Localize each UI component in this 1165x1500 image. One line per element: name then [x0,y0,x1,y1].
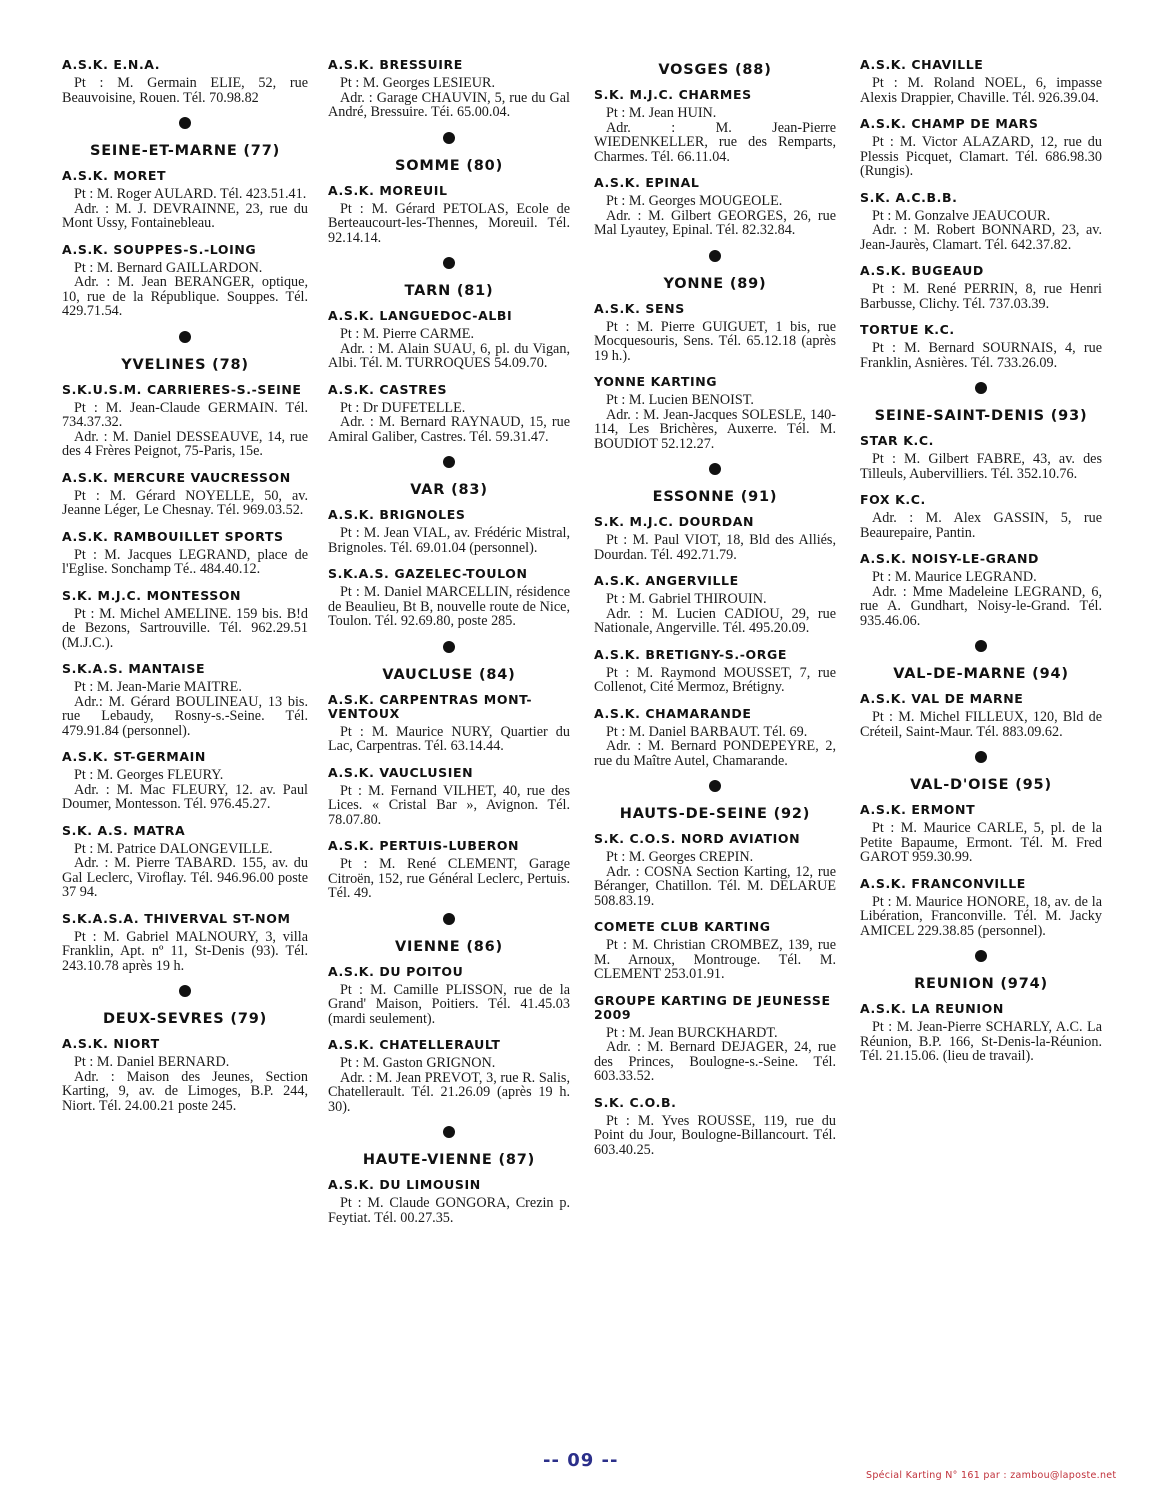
region-heading: REUNION (974) [914,976,1048,992]
club-entry [594,707,836,769]
club-detail-line: Pt : M. Maurice CARLE, 5, pl. de la Petite Bapaume, Ermont. Tél. M. Fred GAROT 959.30.99. [860,820,1102,865]
section-separator-bullet-icon [443,456,455,468]
club-name: A.S.K. MERCURE VAUCRESSON [62,469,291,485]
region-heading: SEINE-SAINT-DENIS (93) [874,408,1088,424]
section-separator-bullet-icon [443,641,455,653]
club-name: YONNE KARTING [594,374,718,389]
club-detail-line: Pt : M. Pierre CARME. [340,326,474,342]
club-entry [328,965,570,1027]
region-heading: DEUX-SEVRES (79) [102,1011,268,1027]
club-name: S.K.A.S.A. THIVERVAL ST-NOM [62,910,291,926]
club-name: TORTUE K.C. [860,322,955,337]
club-name: FOX K.C. [860,492,926,507]
club-name: A.S.K. NOISY-LE-GRAND [860,551,1040,566]
region-heading: VIENNE (86) [395,938,503,955]
club-detail-line: Adr. : M. Bernard RAYNAUD, 15, rue Amiral Galiber, Castres. Tél. 59.31.47. [328,414,570,445]
club-detail-line: Adr. : COSNA Section Karting, 12, rue Béranger, Chatillon. Tél. M. DELARUE 508.83.19. [594,863,836,909]
club-name: A.S.K. EPINAL [594,175,700,190]
section-separator-bullet-icon [975,382,987,394]
club-detail-line: Adr. : M. Lucien CADIOU, 29, rue Nationale, Angerville. Tél. 495.20.09. [594,605,836,636]
section-separator-bullet-icon [179,985,191,997]
club-entry [860,58,1102,105]
club-entry [594,920,836,982]
club-detail-line: Pt : M. Fernand VILHET, 40, rue des Lices. « Cristal Bar », Avignon. Tél. 78.07.80. [328,782,570,828]
club-entry [328,58,570,120]
footer-credit: Spécial Karting N° 161 par : zambou@laposte.net [866,1470,1117,1481]
section-separator-bullet-icon [975,950,987,962]
club-detail-line: Adr. : M. Robert BONNARD, 23, av. Jean-Jaurès, Clamart. Tél. 642.37.82. [860,222,1102,253]
club-detail-line: Pt : M. Maurice NURY, Quartier du Lac, Carpentras. Tél. 63.14.44. [328,723,570,754]
club-detail-line: Pt : M. Jean VIAL, av. Frédéric Mistral, Brignoles. Tél. 69.01.04 (personnel). [328,525,570,556]
club-name: A.S.K. CHAMP DE MARS [860,116,1039,131]
page-number: -- 09 -- [543,1450,619,1471]
club-entry [328,184,570,246]
club-detail-line: Adr. : Mme Madeleine LEGRAND, 6, rue A. Gundhart, Noisy-le-Grand. Tél. 935.46.06. [860,583,1102,629]
club-detail-line: Pt : M. Jacques LEGRAND, place de l'Eglise. Sonchamp Té.. 484.40.12. [62,546,308,577]
section-separator-bullet-icon [443,1126,455,1138]
club-name: A.S.K. VAL DE MARNE [860,691,1024,706]
club-name: A.S.K. SOUPPES-S.-LOING [62,241,257,257]
club-detail-line: Pt : M. Roland NOEL, 6, impasse Alexis Drappier, Chaville. Tél. 926.39.04. [860,75,1102,106]
club-detail-line: Pt : M. René CLEMENT, Garage Citroën, 152, rue Général Leclerc, Pertuis. Tél. 49. [328,856,570,901]
club-name: A.S.K. ERMONT [860,802,976,817]
region-heading: HAUTS-DE-SEINE (92) [619,806,811,822]
club-detail-line: Adr. : M. J. DEVRAINNE, 23, rue du Mont Ussy, Fontainebleau. [62,200,308,231]
club-entry [860,493,1102,540]
region-heading: YONNE (89) [663,275,767,292]
club-name: A.S.K. DU LIMOUSIN [328,1177,481,1192]
club-entry [328,693,570,754]
club-name: S.K. M.J.C. MONTESSON [62,587,242,603]
club-detail-line: Adr. : Garage CHAUVIN, 5, rue du Gal André, Bressuire. Téi. 65.00.04. [328,89,570,120]
club-name: A.S.K. CHAVILLE [860,57,984,72]
club-detail-line: Adr. : M. Pierre TABARD. 155, av. du Gal Leclerc, Viroflay. Tél. 946.96.00 poste 37 94. [62,855,308,900]
club-name: A.S.K. CHATELLERAULT [328,1037,501,1052]
club-detail-line: Pt : M. Roger AULARD. Tél. 423.51.41. [74,186,307,202]
club-detail-line: Pt : M. Daniel BARBAUT. Tél. 69. [606,723,808,740]
club-detail-line: Pt : M. Jean HUIN. [606,105,717,121]
club-name: A.S.K. BRIGNOLES [328,507,466,522]
club-entry [860,877,1102,939]
club-detail-line: Adr. : M. Jean BERANGER, optique, 10, rue de la République. Souppes. Tél. 429.71.54. [62,274,308,319]
club-entry [594,994,836,1084]
club-detail-line: Adr. : Maison des Jeunes, Section Karting, 9, av. de Limoges, B.P. 244, Niort. Tél. 24.00.21 poste 245. [62,1068,308,1114]
club-entry [328,839,570,901]
club-detail-line: Pt : M. Michel AMELINE. 159 bis. B!d de Bezons, Sartrouville. Tél. 962.29.51 (M.J.C.). [62,605,308,651]
club-entry [328,766,570,828]
club-entry [594,515,836,562]
club-entry [594,832,836,908]
club-detail-line: Pt : M. Victor ALAZARD, 12, rue du Plessis Picquet, Clamart. Tél. 686.98.30 (Rungis). [860,134,1102,179]
section-separator-bullet-icon [443,257,455,269]
club-detail-line: Pt : M. Michel FILLEUX, 120, Bld de Créteil, Saint-Maur. Tél. 883.09.62. [860,709,1102,740]
club-name: S.K. M.J.C. CHARMES [594,87,752,102]
club-detail-line: Pt : M. Gérard NOYELLE, 50, av. Jeanne Léger, Le Chesnay. Tél. 969.03.52. [62,487,308,518]
section-separator-bullet-icon [443,132,455,144]
club-name: A.S.K. LA REUNION [860,1001,1004,1016]
club-name: S.K. A.C.B.B. [860,189,958,205]
section-separator-bullet-icon [709,250,721,262]
club-name: A.S.K. NIORT [62,1036,160,1051]
club-detail-line: Pt : M. Gabriel MALNOURY, 3, villa Franklin, Apt. nº 11, St-Denis (93). Tél. 243.10.78 après 19 h. [62,928,308,974]
club-name: A.S.K. RAMBOUILLET SPORTS [62,528,284,544]
club-name: S.K.A.S. GAZELEC-TOULON [328,566,528,581]
region-heading: SOMME (80) [394,157,503,174]
club-detail-line: Pt : M. Lucien BENOIST. [606,392,754,408]
club-detail-line: Pt : Dr DUFETELLE. [340,399,466,416]
club-detail-line: Pt : M. Camille PLISSON, rue de la Grand' Maison, Poitiers. Tél. 41.45.03 (mardi seulement). [328,981,570,1027]
section-separator-bullet-icon [443,913,455,925]
club-detail-line: Pt : M. Bernard SOURNAIS, 4, rue Franklin, Asnières. Tél. 733.26.09. [860,340,1102,371]
club-detail-line: Pt : M. Paul VIOT, 18, Bld des Alliés, Dourdan. Tél. 492.71.79. [594,532,836,563]
club-entry [328,1178,570,1225]
club-name: A.S.K. CHAMARANDE [594,705,752,721]
club-entry [328,1038,570,1114]
region-heading: SEINE-ET-MARNE (77) [89,143,281,159]
club-name: A.S.K. BRESSUIRE [328,57,463,72]
club-detail-line: Pt : M. Yves ROUSSE, 119, rue du Point du Jour, Boulogne-Billancourt. Tél. 603.40.25. [594,1112,836,1158]
club-entry [860,803,1102,865]
club-entry [594,648,836,695]
club-name: A.S.K. PERTUIS-LUBERON [328,838,520,853]
club-entry [62,530,308,577]
club-detail-line: Adr. : M. Daniel DESSEAUVE, 14, rue des 4 Frères Peignot, 75-Paris, 15e. [62,428,308,459]
club-entry [328,309,570,371]
club-detail-line: Adr. : M. Bernard PONDEPEYRE, 2, rue du Maître Autel, Chamarande. [594,738,836,769]
club-detail-line: Adr. : M. Bernard DEJAGER, 24, rue des Princes, Boulogne-s.-Seine. Tél. 603.33.52. [594,1039,836,1084]
club-entry [62,589,308,651]
club-detail-line: Pt : M. Georges FLEURY. [74,767,224,783]
club-detail-line: Pt : M. Maurice HONORE, 18, av. de la Libération, Franconville. Tél. M. Jacky AMICEL 229.38.85 (personnel). [860,893,1102,939]
section-separator-bullet-icon [709,463,721,475]
club-detail-line: Adr. : M. Jean-Pierre WIEDENKELLER, rue des Remparts, Charmes. Tél. 66.11.04. [594,119,836,165]
club-entry [328,508,570,555]
club-name: A.S.K. SENS [594,300,685,316]
region-heading: VAL-DE-MARNE (94) [893,666,1069,682]
club-detail-line: Pt : M. Gilbert FABRE, 43, av. des Tilleuls, Aubervilliers. Tél. 352.10.76. [860,451,1102,482]
club-name: S.K. M.J.C. DOURDAN [594,514,755,529]
club-detail-line: Pt : M. Georges MOUGEOLE. [606,193,783,209]
club-detail-line: Adr. : M. Jean-Jacques SOLESLE, 140-114, Les Brichères, Auxerre. Tél. M. BOUDIOT 52.12.27. [594,406,836,452]
club-entry [62,662,308,738]
club-entry [328,567,570,629]
club-name: STAR K.C. [860,433,934,448]
club-name: S.K.A.S. MANTAISE [62,661,206,676]
club-detail-line: Adr.: M. Gérard BOULINEAU, 13 bis. rue Lebaudy, Rosny-s.-Seine. Tél. 479.91.84 (personnel). [62,693,308,739]
club-detail-line: Pt : M. Raymond MOUSSET, 7, rue Collenot, Cité Mermoz, Brétigny. [594,664,836,695]
region-heading: TARN (81) [404,283,494,299]
section-separator-bullet-icon [975,751,987,763]
club-name: GROUPE KARTING DE JEUNESSE 2009 [594,992,831,1022]
club-entry [594,88,836,164]
club-entry [62,383,308,459]
club-entry [62,471,308,518]
club-entry [860,1002,1102,1064]
region-heading: HAUTE-VIENNE (87) [362,1152,536,1168]
region-heading: YVELINES (78) [121,356,249,373]
club-name: A.S.K. E.N.A. [62,57,161,72]
region-heading: VAR (83) [410,482,488,498]
region-heading: VAUCLUSE (84) [382,666,516,683]
club-detail-line: Pt : M. Patrice DALONGEVILLE. [74,840,273,857]
club-name: A.S.K. CARPENTRAS MONT-VENTOUX [328,691,533,721]
club-detail-line: Pt : M. Jean BURCKHARDT. [606,1024,778,1041]
club-detail-line: Pt : M. Bernard GAILLARDON. [74,259,263,276]
club-name: S.K.U.S.M. CARRIERES-S.-SEINE [62,381,302,397]
column-4 [860,56,1102,1076]
section-separator-bullet-icon [709,780,721,792]
club-entry [62,912,308,974]
club-entry [62,1037,308,1113]
club-detail-line: Pt : M. Claude GONGORA, Crezin p. Feytiat. Tél. 00.27.35. [328,1195,570,1226]
club-entry [328,383,570,445]
club-name: S.K. C.O.S. NORD AVIATION [594,831,801,846]
club-detail-line: Pt : M. Gérard PETOLAS, Ecole de Berteaucourt-les-Thennes, Moreuil. Tél. 92.14.14. [328,200,570,246]
club-name: S.K. C.O.B. [594,1094,677,1110]
club-entry [860,117,1102,179]
section-separator-bullet-icon [975,640,987,652]
club-entry [860,692,1102,739]
club-detail-line: Pt : M. Georges LESIEUR. [340,75,496,91]
club-detail-line: Adr. : M. Alex GASSIN, 5, rue Beaurepaire, Pantin. [860,510,1102,541]
club-entry [62,750,308,812]
club-name: A.S.K. CASTRES [328,381,448,397]
club-detail-line: Pt : M. Germain ELIE, 52, rue Beauvoisine, Rouen. Tél. 70.98.82 [62,75,308,106]
club-name: A.S.K. DU POITOU [328,963,464,979]
club-entry [594,176,836,238]
club-detail-line: Adr. : M. Gilbert GEORGES, 26, rue Mal Lyautey, Epinal. Tél. 82.32.84. [594,207,836,238]
club-entry [860,191,1102,253]
club-detail-line: Pt : M. Jean-Pierre SCHARLY, A.C. La Réunion, B.P. 166, St-Denis-la-Réunion. Tél. 21.15.06. (lieu de travail). [860,1019,1102,1064]
club-name: A.S.K. LANGUEDOC-ALBI [328,308,513,323]
club-detail-line: Pt : M. René PERRIN, 8, rue Henri Barbusse, Clichy. Tél. 737.03.39. [860,281,1102,312]
club-name: A.S.K. VAUCLUSIEN [328,764,474,780]
club-entry [860,264,1102,311]
club-entry [62,243,308,319]
club-detail-line: Pt : M. Georges CREPIN. [606,849,754,865]
club-entry [62,824,308,900]
club-entry [62,169,308,231]
club-detail-line: Pt : M. Pierre GUIGUET, 1 bis, rue Mocquesouris, Sens. Tél. 65.12.18 (après 19 h.). [594,318,836,364]
club-name: S.K. A.S. MATRA [62,822,186,838]
club-detail-line: Adr. : M. Alain SUAU, 6, pl. du Vigan, Albi. Tél. M. TURROQUES 54.09.70. [328,340,570,371]
region-heading: VAL-D'OISE (95) [910,777,1052,793]
club-name: A.S.K. BUGEAUD [860,263,984,278]
column-2 [328,56,570,1237]
region-heading: VOSGES (88) [658,62,772,78]
region-heading: ESSONNE (91) [652,489,778,505]
club-entry [594,375,836,451]
club-name: A.S.K. BRETIGNY-S.-ORGE [594,646,787,662]
club-detail-line: Pt : M. Daniel MARCELLIN, résidence de Beaulieu, Bt B, nouvelle route de Nice, Toulon. Tél. 92.69.80, poste 285. [328,584,570,629]
club-detail-line: Adr. : M. Jean PREVOT, 3, rue R. Salis, Chatellerault. Tél. 21.26.09 (après 19 h. 30). [328,1069,570,1115]
club-entry [860,552,1102,628]
club-entry [594,302,836,364]
club-detail-line: Pt : M. Gaston GRIGNON. [340,1055,496,1071]
club-entry [594,574,836,636]
club-entry [594,1096,836,1158]
club-detail-line: Pt : M. Daniel BERNARD. [74,1054,230,1070]
club-detail-line: Pt : M. Jean-Claude GERMAIN. Tél. 734.37.32. [62,399,308,430]
club-detail-line: Pt : M. Christian CROMBEZ, 139, rue M. Arnoux, Montrouge. Tél. M. CLEMENT 253.01.91. [594,937,836,982]
club-name: A.S.K. ANGERVILLE [594,573,739,588]
section-separator-bullet-icon [179,117,191,129]
club-detail-line: Pt : M. Gabriel THIROUIN. [606,591,767,607]
club-name: A.S.K. MOREUIL [328,182,448,198]
club-name: A.S.K. ST-GERMAIN [62,749,206,764]
club-name: COMETE CLUB KARTING [594,919,771,934]
club-entry [860,434,1102,481]
club-name: A.S.K. FRANCONVILLE [860,875,1026,891]
club-detail-line: Pt : M. Gonzalve JEAUCOUR. [872,207,1051,224]
column-3 [594,56,836,1169]
section-separator-bullet-icon [179,331,191,343]
club-entry [860,323,1102,370]
club-detail-line: Pt : M. Jean-Marie MAITRE. [74,679,242,695]
club-entry [62,58,308,105]
column-1 [62,56,308,1125]
club-detail-line: Pt : M. Maurice LEGRAND. [872,569,1037,585]
club-name: A.S.K. MORET [62,168,167,183]
club-detail-line: Adr. : M. Mac FLEURY, 12. av. Paul Doumer, Montesson. Tél. 976.45.27. [62,781,308,812]
